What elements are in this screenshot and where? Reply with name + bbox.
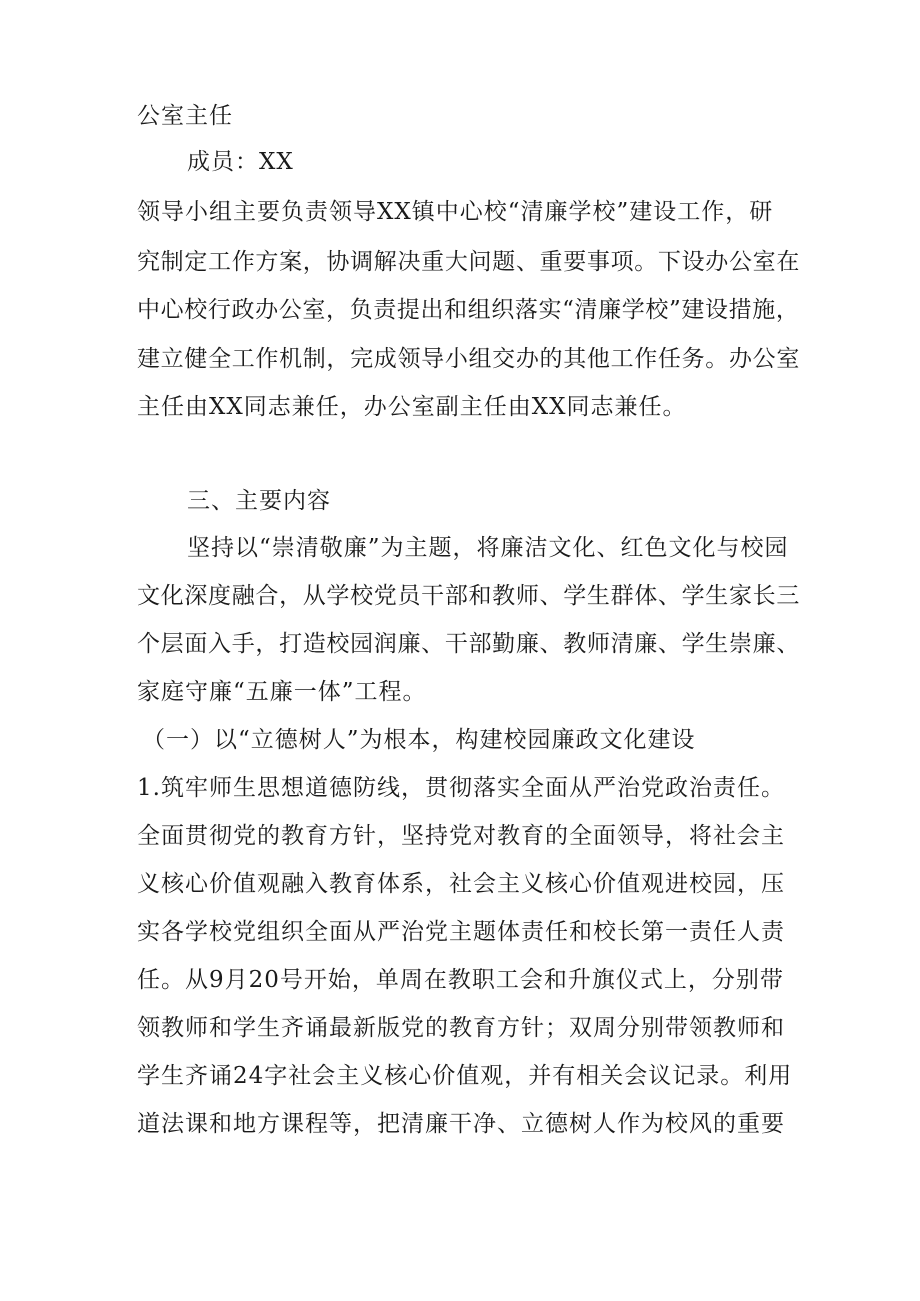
text-line-item1-3: 实各学校党组织全面从严治党主题体责任和校长第一责任人责 bbox=[137, 919, 785, 945]
text-line-leadership-duty-2: 究制定工作方案，协调解决重大问题、重要事项。下设办公室在 bbox=[137, 249, 800, 275]
section-heading-main-content: 三、主要内容 bbox=[187, 488, 331, 514]
text-line-item1-7: 道法课和地方课程等，把清廉干净、立德树人作为校风的重要 bbox=[137, 1111, 785, 1137]
text-line-item1-2: 义核心价值观融入教育体系，社会主义核心价值观进校园，压 bbox=[137, 871, 785, 897]
numbered-item-1-heading: 1.筑牢师生思想道德防线，贯彻落实全面从严治党政治责任。 bbox=[137, 775, 785, 801]
text-line-theme-1: 坚持以“崇清敬廉”为主题，将廉洁文化、红色文化与校园 bbox=[187, 535, 789, 561]
text-line-leadership-duty-1: 领导小组主要负责领导XX镇中心校“清廉学校”建设工作，研 bbox=[137, 199, 774, 225]
text-line-leadership-duty-5: 主任由XX同志兼任，办公室副主任由XX同志兼任。 bbox=[137, 394, 687, 420]
text-line-item1-6: 学生齐诵24字社会主义核心价值观，并有相关会议记录。利用 bbox=[137, 1063, 793, 1089]
text-line-item1-4: 任。从9月20号开始，单周在教职工会和升旗仪式上，分别带 bbox=[137, 967, 784, 993]
text-line-item1-5: 领教师和学生齐诵最新版党的教育方针；双周分别带领教师和 bbox=[137, 1015, 785, 1041]
subsection-heading-one: （一）以“立德树人”为根本，构建校园廉政文化建设 bbox=[142, 727, 696, 753]
text-line-theme-2: 文化深度融合，从学校党员干部和教师、学生群体、学生家长三 bbox=[137, 583, 800, 609]
text-line-item1-1: 全面贯彻党的教育方针，坚持党对教育的全面领导，将社会主 bbox=[137, 823, 785, 849]
text-line-leadership-duty-3: 中心校行政办公室，负责提出和组织落实“清廉学校”建设措施， bbox=[137, 297, 800, 323]
text-line-leadership-duty-4: 建立健全工作机制，完成领导小组交办的其他工作任务。办公室 bbox=[137, 346, 800, 372]
text-line-members: 成员：XX bbox=[187, 149, 294, 175]
text-line-theme-4: 家庭守廉“五廉一体”工程。 bbox=[137, 679, 427, 705]
text-line-theme-3: 个层面入手，打造校园润廉、干部勤廉、教师清廉、学生崇廉、 bbox=[137, 631, 800, 657]
text-line-office-director: 公室主任 bbox=[137, 103, 233, 129]
